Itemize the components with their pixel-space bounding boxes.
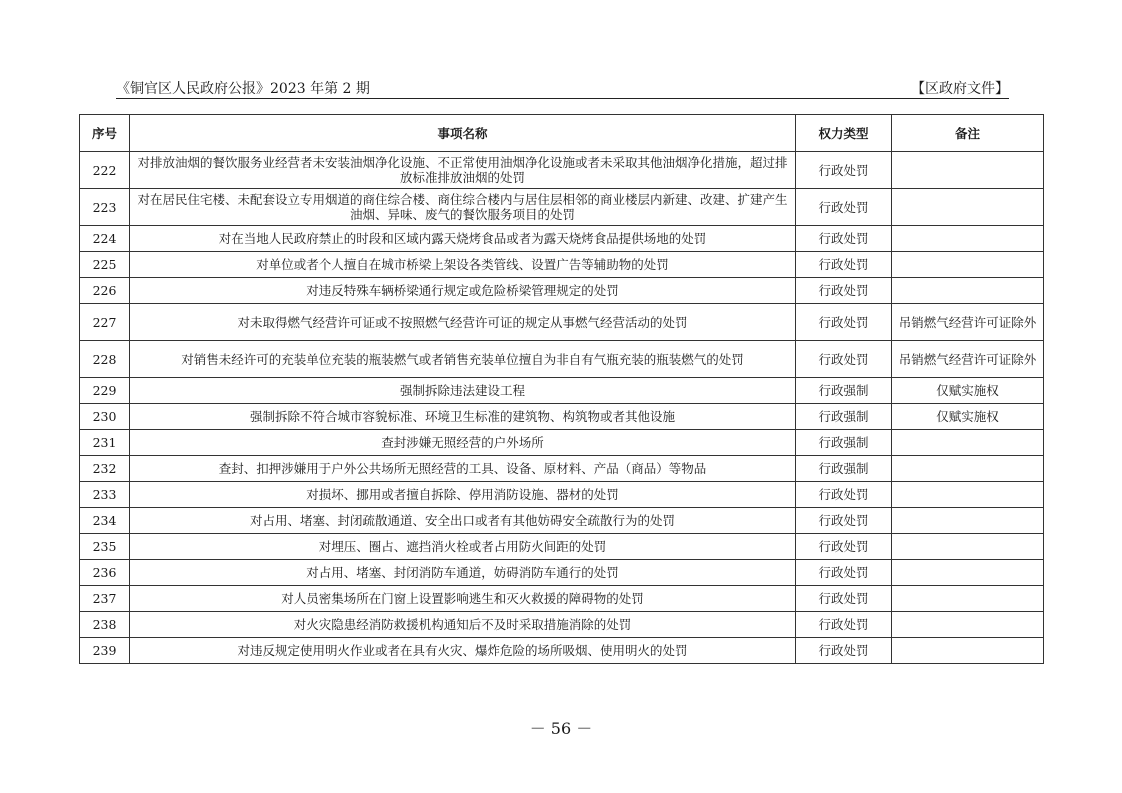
cell-note: 仅赋实施权 (892, 378, 1044, 404)
cell-name: 强制拆除不符合城市容貌标准、环境卫生标准的建筑物、构筑物或者其他设施 (130, 404, 796, 430)
cell-type: 行政处罚 (796, 278, 892, 304)
cell-note (892, 252, 1044, 278)
column-header-note: 备注 (892, 115, 1044, 152)
items-table (79, 114, 1044, 664)
cell-type: 行政处罚 (796, 341, 892, 378)
cell-type: 行政处罚 (796, 152, 892, 189)
cell-type: 行政处罚 (796, 189, 892, 226)
cell-type: 行政处罚 (796, 612, 892, 638)
table-row (80, 612, 1044, 638)
cell-no: 233 (80, 482, 130, 508)
table-row (80, 341, 1044, 378)
cell-name: 对火灾隐患经消防救援机构通知后不及时采取措施消除的处罚 (130, 612, 796, 638)
table-row (80, 378, 1044, 404)
cell-note (892, 278, 1044, 304)
cell-name: 对占用、堵塞、封闭消防车通道，妨碍消防车通行的处罚 (130, 560, 796, 586)
cell-note (892, 638, 1044, 664)
cell-type: 行政处罚 (796, 534, 892, 560)
cell-type: 行政强制 (796, 378, 892, 404)
cell-no: 236 (80, 560, 130, 586)
table-row (80, 278, 1044, 304)
cell-type: 行政处罚 (796, 560, 892, 586)
cell-no: 227 (80, 304, 130, 341)
cell-no: 239 (80, 638, 130, 664)
cell-no: 231 (80, 430, 130, 456)
cell-note (892, 456, 1044, 482)
cell-no: 223 (80, 189, 130, 226)
cell-name: 对排放油烟的餐饮服务业经营者未安装油烟净化设施、不正常使用油烟净化设施或者未采取其他油烟净化措施，超过排放标准排放油烟的处罚 (130, 152, 796, 189)
section-label: 【区政府文件】 (911, 81, 1009, 97)
cell-name: 对单位或者个人擅自在城市桥梁上架设各类管线、设置广告等辅助物的处罚 (130, 252, 796, 278)
cell-no: 226 (80, 278, 130, 304)
cell-type: 行政处罚 (796, 482, 892, 508)
cell-no: 235 (80, 534, 130, 560)
cell-no: 224 (80, 226, 130, 252)
cell-note (892, 189, 1044, 226)
page-header (116, 76, 1009, 99)
column-header-type: 权力类型 (796, 115, 892, 152)
cell-no: 225 (80, 252, 130, 278)
cell-no: 228 (80, 341, 130, 378)
cell-note: 吊销燃气经营许可证除外 (892, 341, 1044, 378)
cell-type: 行政处罚 (796, 638, 892, 664)
cell-name: 对占用、堵塞、封闭疏散通道、安全出口或者有其他妨碍安全疏散行为的处罚 (130, 508, 796, 534)
cell-name: 查封、扣押涉嫌用于户外公共场所无照经营的工具、设备、原材料、产品（商品）等物品 (130, 456, 796, 482)
cell-name: 对未取得燃气经营许可证或不按照燃气经营许可证的规定从事燃气经营活动的处罚 (130, 304, 796, 341)
table-header-row (80, 115, 1044, 152)
cell-note (892, 560, 1044, 586)
cell-type: 行政强制 (796, 456, 892, 482)
cell-note (892, 226, 1044, 252)
table-row (80, 152, 1044, 189)
page-number: － 56 － (529, 719, 593, 738)
cell-type: 行政强制 (796, 404, 892, 430)
cell-name: 查封涉嫌无照经营的户外场所 (130, 430, 796, 456)
cell-note (892, 508, 1044, 534)
table-row (80, 252, 1044, 278)
cell-no: 222 (80, 152, 130, 189)
cell-no: 229 (80, 378, 130, 404)
cell-no: 238 (80, 612, 130, 638)
column-header-name: 事项名称 (130, 115, 796, 152)
table-row (80, 638, 1044, 664)
table-row (80, 456, 1044, 482)
cell-name: 对人员密集场所在门窗上设置影响逃生和灭火救援的障碍物的处罚 (130, 586, 796, 612)
table-row (80, 226, 1044, 252)
cell-name: 对销售未经许可的充装单位充装的瓶装燃气或者销售充装单位擅自为非自有气瓶充装的瓶装燃气的处罚 (130, 341, 796, 378)
cell-name: 对在居民住宅楼、未配套设立专用烟道的商住综合楼、商住综合楼内与居住层相邻的商业楼层内新建、改建、扩建产生油烟、异味、废气的餐饮服务项目的处罚 (130, 189, 796, 226)
column-header-no: 序号 (80, 115, 130, 152)
cell-type: 行政处罚 (796, 508, 892, 534)
cell-type: 行政处罚 (796, 304, 892, 341)
bulletin-title: 《铜官区人民政府公报》2023 年第 2 期 (116, 81, 370, 97)
table-row (80, 508, 1044, 534)
table-row (80, 404, 1044, 430)
cell-note: 仅赋实施权 (892, 404, 1044, 430)
cell-no: 234 (80, 508, 130, 534)
cell-name: 对违反特殊车辆桥梁通行规定或危险桥梁管理规定的处罚 (130, 278, 796, 304)
cell-note (892, 430, 1044, 456)
cell-name: 对埋压、圈占、遮挡消火栓或者占用防火间距的处罚 (130, 534, 796, 560)
cell-type: 行政处罚 (796, 586, 892, 612)
cell-note (892, 612, 1044, 638)
cell-type: 行政处罚 (796, 226, 892, 252)
table-row (80, 586, 1044, 612)
table-row (80, 482, 1044, 508)
table-row (80, 560, 1044, 586)
table-row (80, 304, 1044, 341)
cell-note (892, 152, 1044, 189)
cell-note: 吊销燃气经营许可证除外 (892, 304, 1044, 341)
cell-name: 强制拆除违法建设工程 (130, 378, 796, 404)
cell-no: 232 (80, 456, 130, 482)
cell-no: 230 (80, 404, 130, 430)
table-row (80, 430, 1044, 456)
table-row (80, 189, 1044, 226)
cell-no: 237 (80, 586, 130, 612)
cell-note (892, 586, 1044, 612)
cell-name: 对在当地人民政府禁止的时段和区域内露天烧烤食品或者为露天烧烤食品提供场地的处罚 (130, 226, 796, 252)
cell-type: 行政处罚 (796, 252, 892, 278)
table-row (80, 534, 1044, 560)
cell-type: 行政强制 (796, 430, 892, 456)
table-body (80, 152, 1044, 664)
cell-note (892, 534, 1044, 560)
cell-note (892, 482, 1044, 508)
cell-name: 对损坏、挪用或者擅自拆除、停用消防设施、器材的处罚 (130, 482, 796, 508)
cell-name: 对违反规定使用明火作业或者在具有火灾、爆炸危险的场所吸烟、使用明火的处罚 (130, 638, 796, 664)
